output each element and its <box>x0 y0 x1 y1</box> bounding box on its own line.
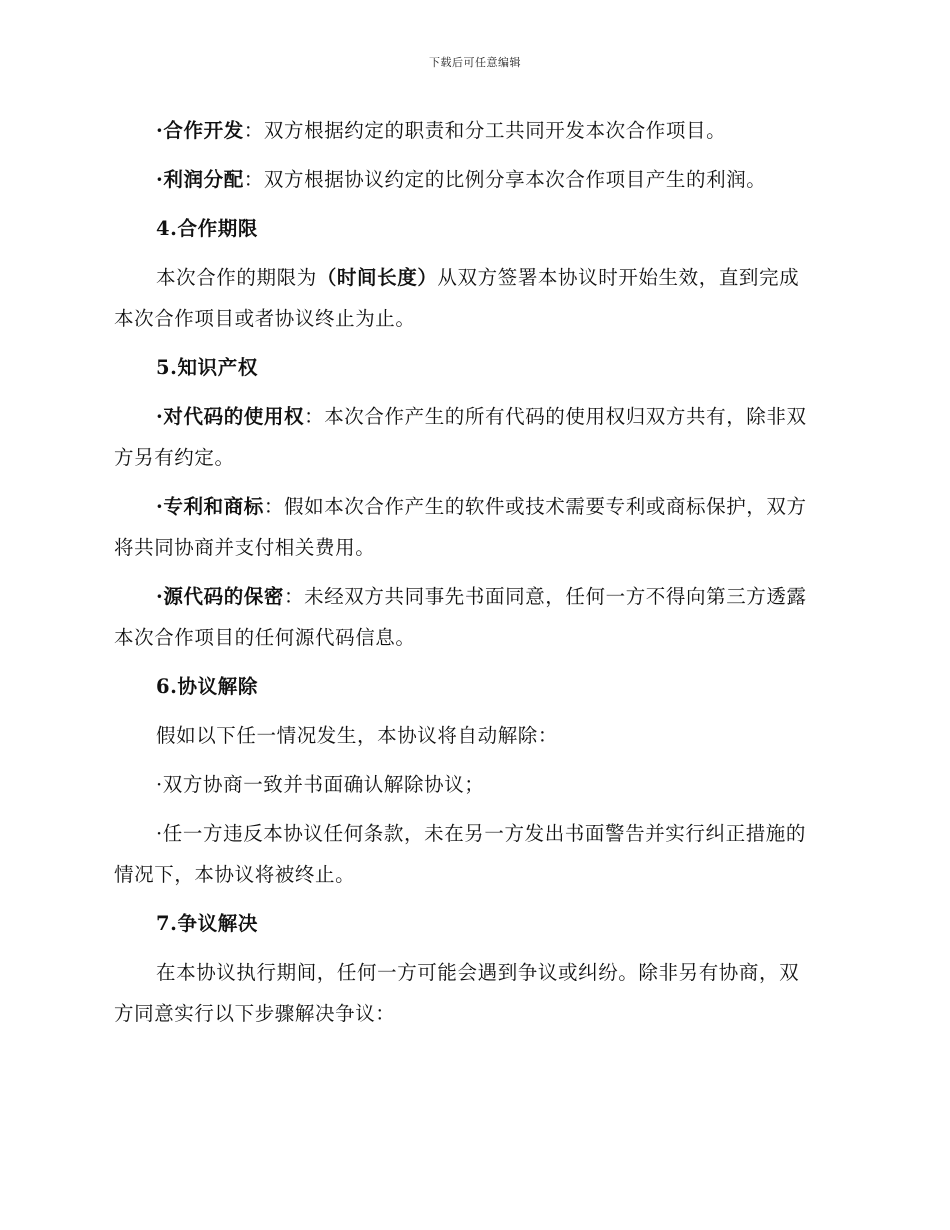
paragraph-term-duration <box>114 257 819 339</box>
list-item-mutual-termination: ·双方协商一致并书面确认解除协议； <box>156 773 485 796</box>
placeholder-duration: （时间长度） <box>316 266 438 289</box>
bullet-mark: · <box>156 168 164 191</box>
paragraph-termination-intro: 假如以下任一情况发生，本协议将自动解除： <box>156 724 559 747</box>
document-body <box>114 110 819 1042</box>
section-heading-termination: 6.协议解除 <box>156 675 258 698</box>
clause-text: ：双方根据约定的职责和分工共同开发本次合作项目。 <box>243 119 727 142</box>
clause-patent-trademark <box>114 486 819 568</box>
clause-text: ：未经双方共同事先书面同意，任何一方不得向第三方透露本次合作项目的任何源代码信息。 <box>114 585 807 649</box>
paragraph-text: 本次合作的期限为 <box>156 266 317 289</box>
bullet-mark: · <box>156 119 164 142</box>
paragraph-dispute-resolution: 在本协议执行期间，任何一方可能会遇到争议或纠纷。除非另有协商，双方同意实行以下步骤解决争议： <box>114 961 800 1025</box>
section-heading-ip: 5.知识产权 <box>156 356 258 379</box>
bullet-mark: · <box>156 405 164 428</box>
clause-term: 合作开发 <box>163 119 244 142</box>
section-heading-term: 4.合作期限 <box>156 217 258 240</box>
clause-term: 专利和商标 <box>163 495 264 518</box>
clause-text: ：假如本次合作产生的软件或技术需要专利或商标保护，双方将共同协商并支付相关费用。 <box>114 495 807 559</box>
clause-text: ：本次合作产生的所有代码的使用权归双方共有，除非双方另有约定。 <box>114 405 807 469</box>
clause-term: 源代码的保密 <box>163 585 284 608</box>
clause-term: 利润分配 <box>163 168 244 191</box>
clause-text: ：双方根据协议约定的比例分享本次合作项目产生的利润。 <box>243 168 767 191</box>
clause-source-confidentiality <box>114 576 819 658</box>
page-header: 下载后可任意编辑 <box>429 56 521 69</box>
bullet-mark: · <box>156 585 164 608</box>
section-heading-dispute: 7.争议解决 <box>156 912 258 935</box>
clause-cooperative-development <box>114 110 819 151</box>
bullet-mark: · <box>156 495 164 518</box>
clause-code-usage-rights <box>114 396 819 478</box>
clause-profit-distribution <box>114 159 819 200</box>
list-item-breach-termination: ·任一方违反本协议任何条款，未在另一方发出书面警告并实行纠正措施的情况下，本协议将被终止。 <box>114 822 806 886</box>
paragraph-text: 从双方签署本协议时开始生效，直到完成本次合作项目或者协议终止为止。 <box>114 266 800 330</box>
clause-term: 对代码的使用权 <box>163 405 305 428</box>
